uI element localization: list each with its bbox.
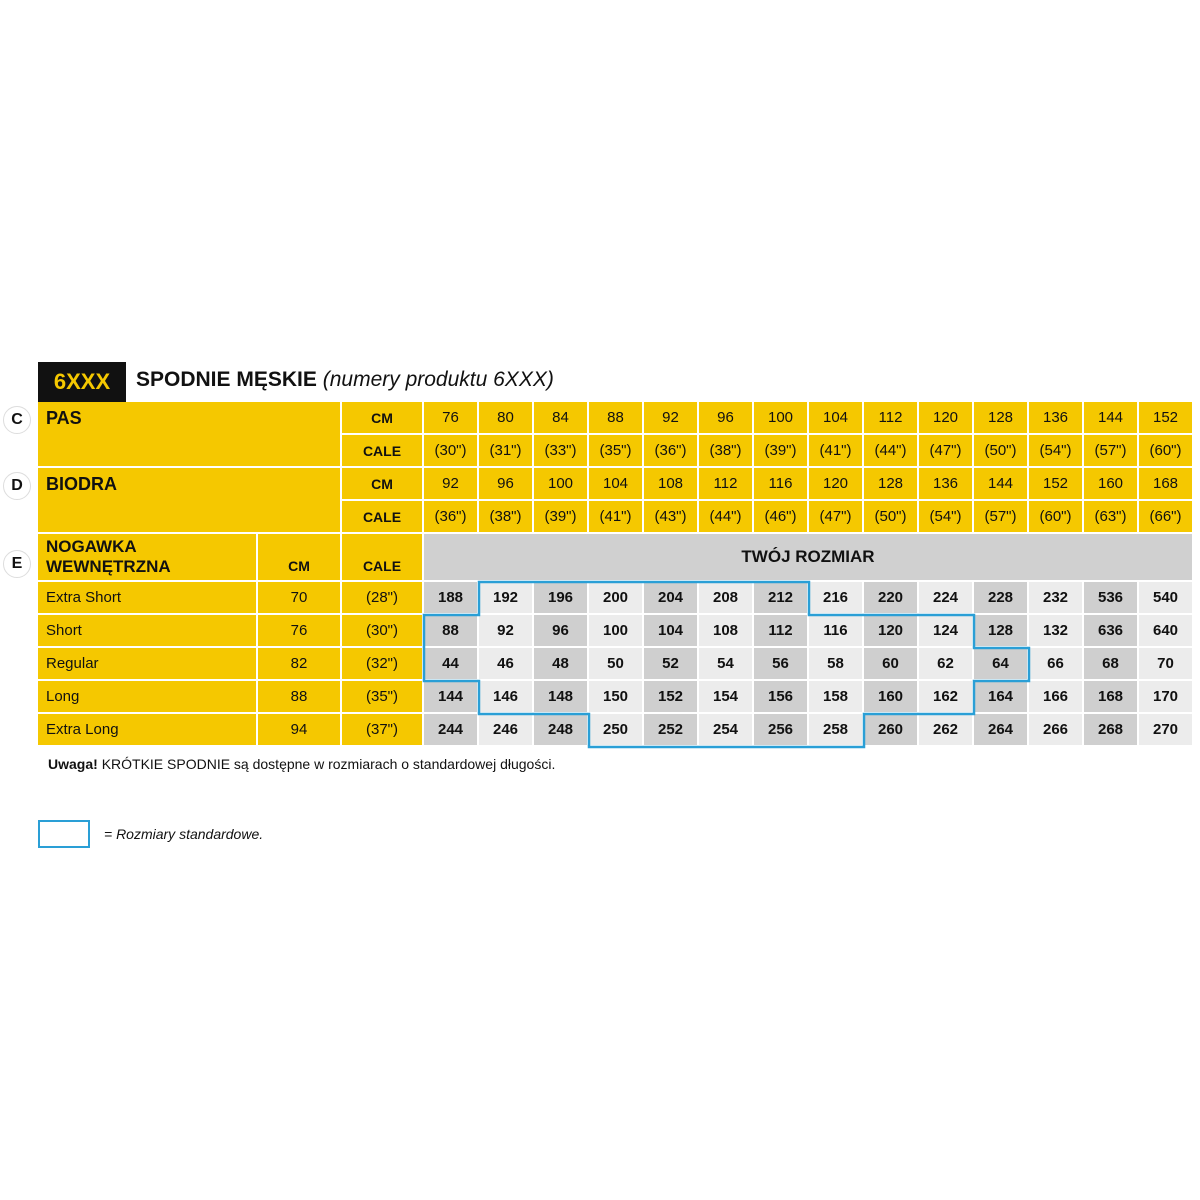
size-value: 262 [919, 714, 974, 747]
nogawka-label-line1: NOGAWKA [46, 537, 137, 556]
size-value: 96 [534, 615, 589, 648]
pas-cale-value: (33") [534, 435, 589, 468]
size-value: 154 [699, 681, 754, 714]
title-sub: (numery produktu 6XXX) [322, 368, 554, 391]
size-value: 52 [644, 648, 699, 681]
pas-cale-value: (50") [974, 435, 1029, 468]
size-header: TWÓJ ROZMIAR [424, 534, 1194, 582]
leg-length-cale: (37") [342, 714, 424, 747]
size-value: 120 [864, 615, 919, 648]
biodra-cale-value: (57") [974, 501, 1029, 534]
pas-cm-value: 88 [589, 402, 644, 435]
size-value: 144 [424, 681, 479, 714]
size-value: 270 [1139, 714, 1194, 747]
biodra-cm-value: 160 [1084, 468, 1139, 501]
size-value: 244 [424, 714, 479, 747]
size-value: 62 [919, 648, 974, 681]
leg-length-name: Extra Long [38, 714, 258, 747]
legend-swatch [38, 820, 90, 848]
size-value: 92 [479, 615, 534, 648]
biodra-cale-value: (54") [919, 501, 974, 534]
pas-cm-value: 100 [754, 402, 809, 435]
size-value: 68 [1084, 648, 1139, 681]
biodra-cm-value: 120 [809, 468, 864, 501]
size-value: 104 [644, 615, 699, 648]
size-value: 224 [919, 582, 974, 615]
size-value: 636 [1084, 615, 1139, 648]
biodra-cm-value: 168 [1139, 468, 1194, 501]
pas-cm-value: 76 [424, 402, 479, 435]
biodra-cale-value: (63") [1084, 501, 1139, 534]
size-value: 158 [809, 681, 864, 714]
size-value: 88 [424, 615, 479, 648]
size-value: 208 [699, 582, 754, 615]
size-value: 168 [1084, 681, 1139, 714]
size-value: 266 [1029, 714, 1084, 747]
note-bold: Uwaga! [48, 756, 98, 772]
size-value: 162 [919, 681, 974, 714]
size-value: 132 [1029, 615, 1084, 648]
note-text: KRÓTKIE SPODNIE są dostępne w rozmiarach o standardowej długości. [101, 756, 556, 772]
leg-length-cm: 94 [258, 714, 342, 747]
size-value: 248 [534, 714, 589, 747]
size-value: 246 [479, 714, 534, 747]
leg-length-name: Regular [38, 648, 258, 681]
pas-cm-value: 80 [479, 402, 534, 435]
pas-cale-value: (36") [644, 435, 699, 468]
biodra-cale-value: (36") [424, 501, 479, 534]
leg-length-name: Extra Short [38, 582, 258, 615]
size-value: 146 [479, 681, 534, 714]
biodra-cm-value: 92 [424, 468, 479, 501]
size-value: 100 [589, 615, 644, 648]
size-value: 252 [644, 714, 699, 747]
size-value: 256 [754, 714, 809, 747]
leg-length-name: Long [38, 681, 258, 714]
pas-cale-value: (41") [809, 435, 864, 468]
product-badge: 6XXX [38, 362, 126, 402]
size-value: 200 [589, 582, 644, 615]
size-value: 152 [644, 681, 699, 714]
biodra-cm-value: 136 [919, 468, 974, 501]
pas-cm-value: 92 [644, 402, 699, 435]
biodra-cale-value: (41") [589, 501, 644, 534]
biodra-cm-value: 128 [864, 468, 919, 501]
biodra-cale-value: (39") [534, 501, 589, 534]
leg-length-cale: (28") [342, 582, 424, 615]
biodra-cm-value: 108 [644, 468, 699, 501]
pas-cale-value: (30") [424, 435, 479, 468]
pas-cale-value: (54") [1029, 435, 1084, 468]
biodra-cale-value: (46") [754, 501, 809, 534]
size-value: 124 [919, 615, 974, 648]
size-value: 640 [1139, 615, 1194, 648]
pas-cm-value: 128 [974, 402, 1029, 435]
note [48, 756, 555, 772]
pas-cale-value: (35") [589, 435, 644, 468]
size-value: 58 [809, 648, 864, 681]
size-value: 216 [809, 582, 864, 615]
size-value: 64 [974, 648, 1029, 681]
size-value: 258 [809, 714, 864, 747]
size-value: 56 [754, 648, 809, 681]
leg-length-cm: 76 [258, 615, 342, 648]
size-value: 44 [424, 648, 479, 681]
size-value: 260 [864, 714, 919, 747]
pas-cm-value: 136 [1029, 402, 1084, 435]
leg-length-cale: (35") [342, 681, 424, 714]
size-value: 164 [974, 681, 1029, 714]
size-value: 60 [864, 648, 919, 681]
size-value: 54 [699, 648, 754, 681]
size-value: 66 [1029, 648, 1084, 681]
legend-text: = Rozmiary standardowe. [104, 826, 264, 842]
biodra-cale-value: (38") [479, 501, 534, 534]
size-value: 50 [589, 648, 644, 681]
size-value: 170 [1139, 681, 1194, 714]
size-value: 264 [974, 714, 1029, 747]
size-value: 166 [1029, 681, 1084, 714]
biodra-cale-value: (60") [1029, 501, 1084, 534]
nogawka-label [38, 534, 258, 582]
biodra-cm-value: 116 [754, 468, 809, 501]
pas-cm-value: 84 [534, 402, 589, 435]
pas-cale-value: (57") [1084, 435, 1139, 468]
biodra-cale-value: (44") [699, 501, 754, 534]
size-value: 250 [589, 714, 644, 747]
size-value: 188 [424, 582, 479, 615]
row-letter-e: E [3, 550, 31, 578]
leg-length-cale: (32") [342, 648, 424, 681]
leg-length-cale: (30") [342, 615, 424, 648]
size-value: 148 [534, 681, 589, 714]
pas-label: PAS [38, 402, 342, 468]
biodra-cm-value: 104 [589, 468, 644, 501]
pas-cm-value: 104 [809, 402, 864, 435]
size-value: 128 [974, 615, 1029, 648]
size-value: 46 [479, 648, 534, 681]
nogawka-cm-label: CM [258, 534, 342, 582]
pas-cm-value: 144 [1084, 402, 1139, 435]
size-value: 204 [644, 582, 699, 615]
pas-cale-value: (39") [754, 435, 809, 468]
pas-cm-value: 120 [919, 402, 974, 435]
size-value: 70 [1139, 648, 1194, 681]
size-value: 150 [589, 681, 644, 714]
leg-length-name: Short [38, 615, 258, 648]
size-value: 192 [479, 582, 534, 615]
row-letter-d: D [3, 472, 31, 500]
nogawka-cale-label: CALE [342, 534, 424, 582]
biodra-label: BIODRA [38, 468, 342, 534]
size-value: 232 [1029, 582, 1084, 615]
size-value: 196 [534, 582, 589, 615]
biodra-cale-value: (43") [644, 501, 699, 534]
leg-length-cm: 82 [258, 648, 342, 681]
biodra-cm-value: 144 [974, 468, 1029, 501]
pas-cm-label: CM [342, 402, 424, 435]
pas-cale-value: (44") [864, 435, 919, 468]
biodra-cale-value: (66") [1139, 501, 1194, 534]
pas-cale-value: (60") [1139, 435, 1194, 468]
size-value: 160 [864, 681, 919, 714]
biodra-cale-label: CALE [342, 501, 424, 534]
title-main: SPODNIE MĘSKIE [136, 368, 317, 391]
pas-cm-value: 96 [699, 402, 754, 435]
pas-cm-value: 152 [1139, 402, 1194, 435]
biodra-cale-value: (50") [864, 501, 919, 534]
pas-cm-value: 112 [864, 402, 919, 435]
biodra-cm-value: 96 [479, 468, 534, 501]
biodra-cale-value: (47") [809, 501, 864, 534]
size-value: 228 [974, 582, 1029, 615]
size-value: 540 [1139, 582, 1194, 615]
size-value: 536 [1084, 582, 1139, 615]
row-letter-c: C [3, 406, 31, 434]
biodra-cm-value: 112 [699, 468, 754, 501]
pas-cale-label: CALE [342, 435, 424, 468]
pas-cale-value: (31") [479, 435, 534, 468]
size-value: 212 [754, 582, 809, 615]
size-value: 254 [699, 714, 754, 747]
biodra-cm-value: 100 [534, 468, 589, 501]
size-value: 112 [754, 615, 809, 648]
size-value: 108 [699, 615, 754, 648]
pas-cale-value: (38") [699, 435, 754, 468]
size-value: 220 [864, 582, 919, 615]
leg-length-cm: 70 [258, 582, 342, 615]
biodra-cm-value: 152 [1029, 468, 1084, 501]
nogawka-label-line2: WEWNĘTRZNA [46, 557, 171, 576]
leg-length-cm: 88 [258, 681, 342, 714]
pas-cale-value: (47") [919, 435, 974, 468]
biodra-cm-label: CM [342, 468, 424, 501]
size-value: 268 [1084, 714, 1139, 747]
size-value: 156 [754, 681, 809, 714]
size-value: 116 [809, 615, 864, 648]
size-value: 48 [534, 648, 589, 681]
